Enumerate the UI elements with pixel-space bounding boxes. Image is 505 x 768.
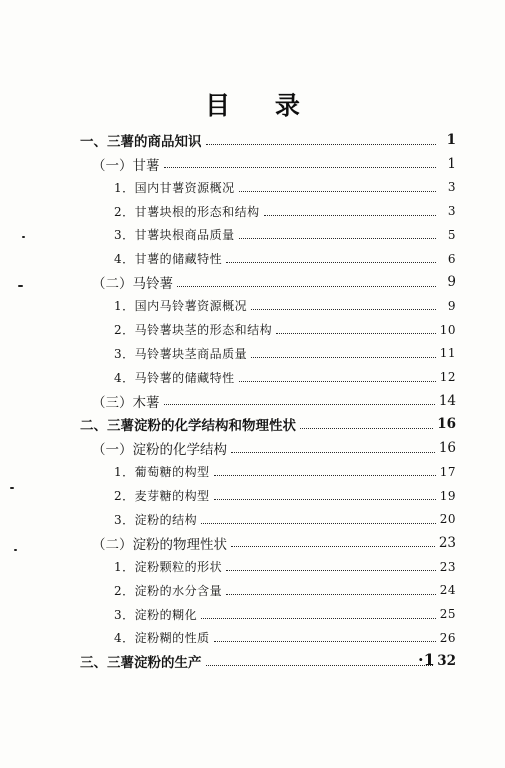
toc-entry-page: 6 (447, 251, 456, 266)
toc-entry-title: 2．淀粉的水分含量 (114, 583, 223, 598)
toc-entry-title: 3．淀粉的结构 (114, 512, 198, 527)
toc-entry (114, 365, 456, 389)
toc-entry-title: 三、三薯淀粉的生产 (80, 655, 202, 672)
toc-entry-title: 2．马铃薯块茎的形态和结构 (114, 323, 273, 338)
dot-leader (239, 238, 436, 239)
toc-entry (92, 436, 456, 460)
toc-entry (80, 649, 456, 673)
toc-entry (114, 555, 456, 579)
toc-entry-page: 3 (447, 204, 456, 219)
dot-leader (300, 428, 433, 429)
page-number: ·1 (418, 650, 435, 669)
toc-entry (92, 152, 456, 176)
toc-entry-page: 16 (438, 440, 456, 457)
toc-entry-title: 3．马铃薯块茎商品质量 (114, 346, 248, 361)
toc-entry-title: 4．马铃薯的储藏特性 (114, 370, 235, 385)
dot-leader (231, 452, 435, 453)
toc-entry (80, 128, 456, 152)
toc-entry-title: 2．麦芽糖的构型 (114, 489, 210, 503)
toc-entry-title: 1．国内甘薯资源概况 (114, 180, 235, 195)
scan-speck (18, 285, 23, 287)
toc-entry (114, 318, 456, 342)
dot-leader (226, 570, 436, 571)
toc-entry (80, 412, 456, 436)
toc-entry (114, 484, 456, 508)
toc-entry-title: 4．淀粉糊的性质 (114, 631, 210, 646)
toc-entry-page: 23 (439, 559, 456, 574)
dot-leader (239, 381, 436, 382)
toc-entry-page: 17 (439, 464, 456, 479)
toc-entry-page: 12 (439, 370, 456, 384)
toc-entry-page: 10 (439, 322, 456, 337)
dot-leader (201, 618, 436, 619)
dot-leader (214, 475, 436, 476)
toc-entry-page: 23 (438, 534, 456, 551)
toc-entry-title: （二）马铃薯 (92, 276, 173, 293)
toc-entry-title: （一）淀粉的化学结构 (92, 442, 227, 459)
dot-leader (164, 404, 435, 405)
toc-entry (114, 223, 456, 247)
dot-leader (264, 215, 436, 216)
scan-speck (10, 487, 14, 489)
dot-leader (231, 546, 435, 547)
toc-entry-page: 20 (439, 512, 456, 527)
dot-leader (206, 665, 434, 666)
scan-speck (14, 549, 17, 551)
toc-entry-page: 3 (447, 180, 456, 195)
toc-entry (114, 507, 456, 531)
dot-leader (214, 499, 436, 500)
toc-entry-title: （一）甘薯 (92, 157, 160, 174)
dot-leader (239, 191, 436, 192)
dot-leader (251, 357, 436, 358)
scan-speck (22, 236, 25, 238)
toc-entry (114, 460, 456, 484)
toc-entry (114, 341, 456, 365)
toc-entry (114, 247, 456, 271)
toc-entry-title: 3．甘薯块根商品质量 (114, 228, 235, 243)
toc-entry-page: 9 (447, 274, 456, 291)
toc-entry-title: 二、三薯淀粉的化学结构和物理性状 (80, 418, 296, 435)
toc-entry-page: 9 (447, 298, 456, 313)
toc-entry-page: 24 (439, 583, 456, 598)
dot-leader (206, 144, 437, 145)
toc-entry-page: 11 (439, 346, 456, 361)
toc-entry-page: 14 (438, 392, 456, 409)
dot-leader (276, 333, 436, 334)
toc-entry (92, 389, 456, 413)
toc-entry (92, 270, 456, 294)
toc-entry (92, 531, 456, 555)
toc-entry-page: 25 (439, 607, 456, 621)
toc-entry (114, 294, 456, 318)
toc-entry-page: 5 (447, 227, 456, 242)
dot-leader (251, 309, 436, 310)
toc-entry-page: 26 (439, 630, 456, 645)
dot-leader (226, 594, 436, 595)
toc-entry-page: 16 (437, 416, 456, 433)
toc-entry-page: 19 (439, 488, 456, 503)
page-title: 目 录 (205, 91, 318, 120)
toc-entry-page: 32 (437, 653, 456, 670)
toc-entry (114, 578, 456, 602)
toc-entry-title: 1．葡萄糖的构型 (114, 465, 210, 480)
dot-leader (214, 641, 436, 642)
toc-entry-page: 1 (446, 132, 456, 148)
toc-entry-page: 1 (447, 155, 456, 172)
toc-entry-title: 3．淀粉的糊化 (114, 607, 198, 622)
toc-entry-title: 1．国内马铃薯资源概况 (114, 299, 248, 314)
dot-leader (177, 286, 436, 287)
toc-entry-title: 4．甘薯的储藏特性 (114, 252, 223, 266)
toc-entry-title: （三）木薯 (92, 394, 160, 411)
toc-entry (114, 199, 456, 223)
toc-entry-title: 一、三薯的商品知识 (80, 134, 202, 150)
dot-leader (164, 167, 437, 168)
dot-leader (226, 262, 436, 263)
toc-entry (114, 626, 456, 650)
dot-leader (201, 523, 436, 524)
toc-entry-title: 2．甘薯块根的形态和结构 (114, 204, 260, 219)
toc-entry (114, 175, 456, 199)
toc-entry-title: （二）淀粉的物理性状 (92, 536, 227, 553)
toc-entry-title: 1．淀粉颗粒的形状 (114, 560, 223, 575)
toc-entry (114, 602, 456, 626)
